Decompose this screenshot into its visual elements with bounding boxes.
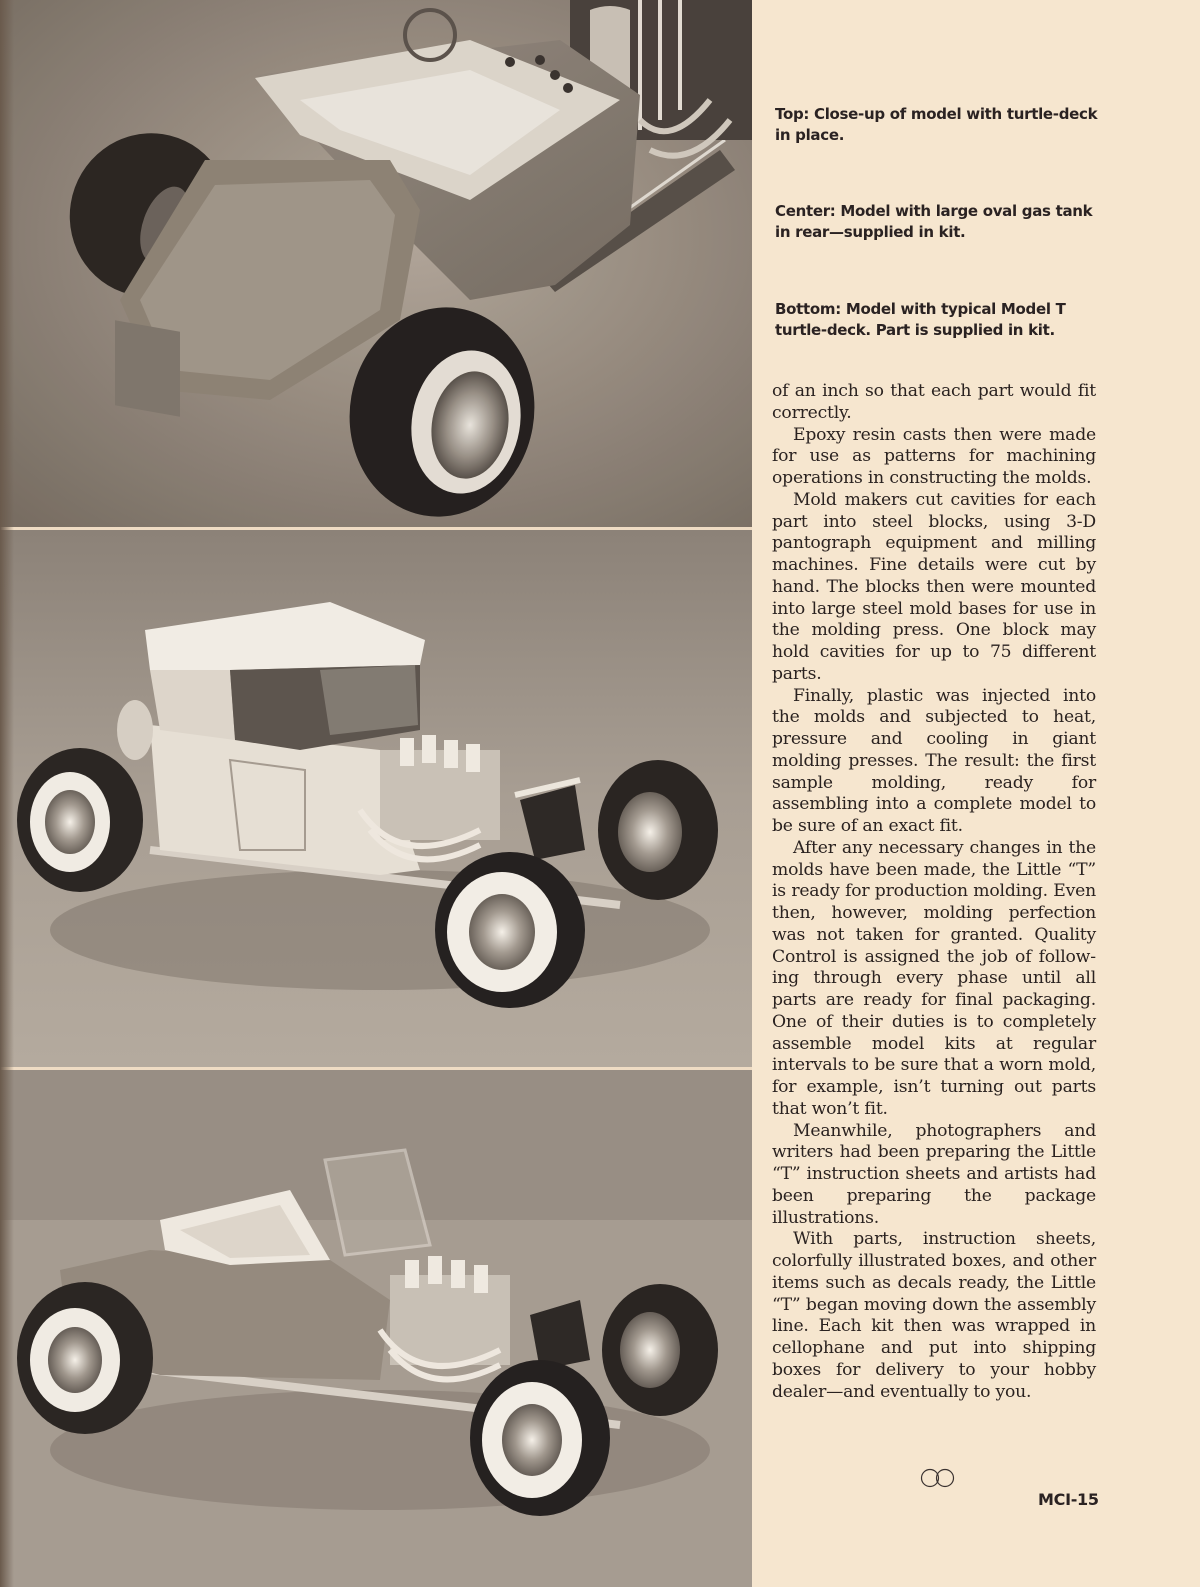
paragraph: With parts, instruction sheets, colorfully illustrated boxes, and other items such as decals ready, the Little “T” began moving down the assembly line. Each kit then was wrapped in cellophane and put into shipping boxes for delivery to your hobby dealer—and eventually to you. — [772, 1229, 1096, 1402]
caption-bottom: Bottom: Model with typical Model T turtle-deck. Part is supplied in kit. — [775, 300, 1066, 339]
paragraph: Epoxy resin casts then were made for use as patterns for machining operations in constructing the molds. — [772, 424, 1096, 488]
caption-center: Center: Model with large oval gas tank in rear—supplied in kit. — [775, 202, 1093, 241]
caption-top: Top: Close-up of model with turtle-deck in place. — [775, 105, 1098, 144]
paragraph: Mold makers cut cavities for each part into steel blocks, using 3-D pantograph equipment and milling machines. Fine details were cut by hand. The blocks then were mounted into large steel mold bases for use in the molding press. One block may hold cavities for up to 75 different parts. — [772, 489, 1096, 684]
paragraph: of an inch so that each part would fit correctly. — [772, 381, 1096, 423]
photo-top-turtle-deck-closeup — [0, 0, 752, 527]
paragraph: Meanwhile, photographers and writers had been preparing the Little “T” instruction sheets and artists had been preparing the package illustrations. — [772, 1120, 1096, 1228]
article-body — [772, 381, 1096, 1403]
paragraph: Finally, plastic was injected into the molds and subjected to heat, pressure and cooling in giant molding presses. The result: the first sample molding, ready for assembling into a complete model to be sure of an exact fit. — [772, 685, 1096, 836]
paragraph: After any necessary changes in the molds have been made, the Little “T” is ready for production molding. Even then, however, molding perfection was not taken for granted. Quality Control is assigned the job of following through every phase until all parts are ready for final packaging. One of their duties is to completely assemble model kits at regular intervals to be sure that a worn mold, for example, isn’t turning out parts that won’t fit. — [772, 837, 1096, 1119]
photo-bottom-model-t-turtle-deck — [0, 1070, 752, 1587]
photo-center-oval-gas-tank — [0, 530, 752, 1067]
end-mark-double-circle-icon — [919, 1468, 957, 1488]
page-number: MCI-15 — [1038, 1490, 1099, 1509]
page-spine-shadow — [0, 0, 14, 1587]
